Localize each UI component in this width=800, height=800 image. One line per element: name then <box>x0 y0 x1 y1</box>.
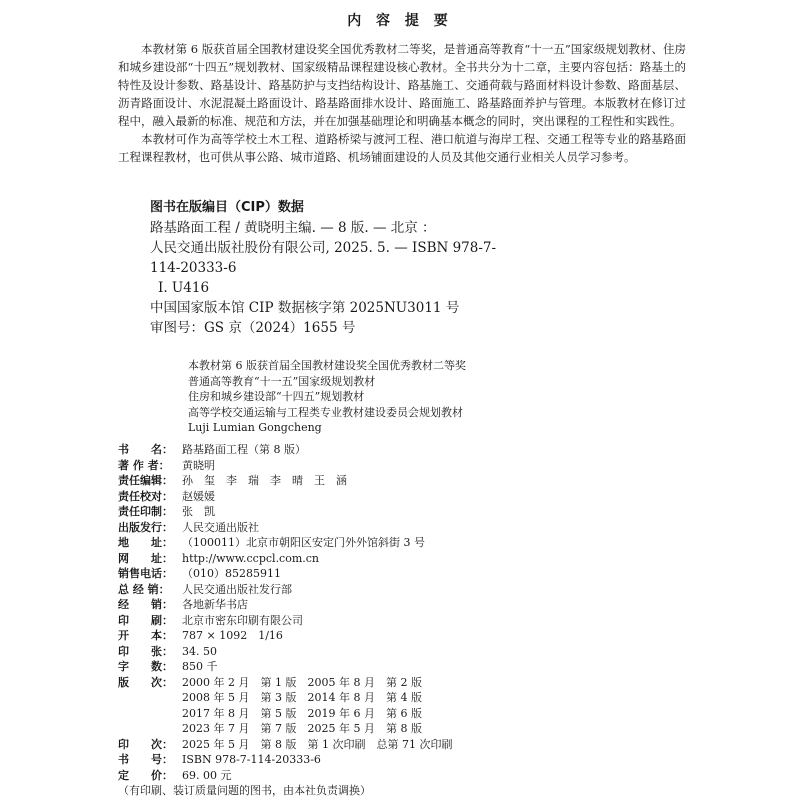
info-value: （010）85285911 <box>182 567 281 580</box>
awards-block <box>188 358 466 436</box>
info-value: 孙 玺 李 瑞 李 晴 王 涵 <box>182 474 347 487</box>
info-value: 黄晓明 <box>182 458 215 472</box>
info-value: 34. 50 <box>182 644 217 658</box>
info-label: 书 号： <box>118 753 173 766</box>
info-row-title <box>118 442 638 458</box>
info-value: 2017 年 8 月 第 5 版 2019 年 6 月 第 6 版 <box>182 706 422 720</box>
info-label: 定 价： <box>118 768 173 782</box>
info-row-distributor <box>118 582 638 598</box>
info-label: 销售电话： <box>118 567 173 580</box>
award-line: 普通高等教育“十一五”国家级规划教材 <box>188 374 376 388</box>
info-row-print-manager <box>118 504 638 520</box>
info-row-retailer <box>118 597 638 613</box>
publication-info <box>118 442 638 799</box>
info-label: 责任印制： <box>118 505 173 518</box>
info-row-format <box>118 628 638 644</box>
info-value: 人民交通出版社 <box>182 520 259 534</box>
info-row-address <box>118 535 638 551</box>
info-label: 网 址： <box>118 551 173 565</box>
cip-line: Ⅰ. U416 <box>158 280 210 296</box>
info-value: 2000 年 2 月 第 1 版 2005 年 8 月 第 2 版 <box>182 675 422 689</box>
info-value: ISBN 978-7-114-20333-6 <box>182 753 321 766</box>
info-label: 经 销： <box>118 598 173 611</box>
info-label: 版 次： <box>118 675 173 689</box>
cip-data-block <box>150 218 620 338</box>
info-label: 总 经 销： <box>118 582 170 596</box>
info-value: http://www.ccpcl.com.cn <box>182 551 320 565</box>
info-value: 北京市密东印刷有限公司 <box>182 613 303 627</box>
info-row-isbn <box>118 752 638 768</box>
info-row-website <box>118 551 638 567</box>
info-row-editions-cont <box>118 706 638 722</box>
info-value: 赵媛媛 <box>182 489 215 503</box>
page-title: 内 容 提 要 <box>347 13 453 29</box>
info-label: 印 次： <box>118 737 173 751</box>
info-label: 出版发行： <box>118 520 173 534</box>
info-row-sheets <box>118 644 638 660</box>
info-label: 字 数： <box>118 660 173 673</box>
cip-line: 中国国家版本馆 CIP 数据核字第 2025NU3011 号 <box>150 300 460 316</box>
info-value: 各地新华书店 <box>182 598 248 611</box>
info-row-publisher <box>118 520 638 536</box>
info-label: 书 名： <box>118 443 173 456</box>
info-label: 印 刷： <box>118 613 173 627</box>
info-label: 责任校对： <box>118 489 173 503</box>
content-summary <box>118 40 686 166</box>
info-label: 地 址： <box>118 536 173 549</box>
summary-paragraph-2: 本教材可作为高等学校土木工程、道路桥梁与渡河工程、港口航道与海岸工程、交通工程等专业的路基路面工程课程教材，也可供从事公路、城市道路、机场铺面建设的人员及其他交通行业相关人员学习参考。 <box>118 132 686 164</box>
info-row-author <box>118 458 638 474</box>
cip-line: 人民交通出版社股份有限公司, 2025. 5. — ISBN 978-7- <box>150 240 497 256</box>
info-row-price <box>118 768 638 784</box>
cip-line: 114-20333-6 <box>150 260 237 276</box>
info-label: 著 作 者： <box>118 458 170 472</box>
info-row-word-count <box>118 659 638 675</box>
award-line: 本教材第 6 版获首届全国教材建设奖全国优秀教材二等奖 <box>188 359 466 372</box>
info-row-proofreader <box>118 489 638 505</box>
info-value: 人民交通出版社发行部 <box>182 582 292 596</box>
award-line: 住房和城乡建设部“十四五”规划教材 <box>188 390 365 403</box>
info-row-sales-phone <box>118 566 638 582</box>
quality-notice: （有印刷、装订质量问题的图书，由本社负责调换） <box>118 784 371 797</box>
summary-paragraph-1: 本教材第 6 版获首届全国教材建设奖全国优秀教材二等奖，是普通高等教育“十一五”国家级规划教材、住房和城乡建设部“十四五”规划教材、国家级精品课程建设核心教材。全书共分为十二章，主要内容包括：路基土的特性及设计参数、路基设计、路基防护与支挡结构设计、路基施工、交通荷载与路面材料设计参数、路面基层、沥青路面设计、水泥混凝土路面设计、路基路面排水设计、路面施工、路基路面养护与管理。本版教材在修订过程中，融入最新的标准、规范和方法，并在加强基础理论和明确基本概念的同时，突出课程的工程性和实践性。 <box>118 42 686 128</box>
info-label: 责任编辑： <box>118 474 173 487</box>
award-line: 高等学校交通运输与工程类专业教材建设委员会规划教材 <box>188 405 463 419</box>
pinyin-title: Luji Lumian Gongcheng <box>188 421 322 434</box>
cip-line: 路基路面工程 / 黄晓明主编. — 8 版. — 北京 ： <box>150 220 436 236</box>
info-value: 路基路面工程（第 8 版） <box>182 443 306 456</box>
info-value: 2025 年 5 月 第 8 版 第 1 次印刷 总第 71 次印刷 <box>182 737 453 751</box>
info-value: 张 凯 <box>182 505 215 518</box>
info-value: 850 千 <box>182 660 218 673</box>
info-value: 2023 年 7 月 第 7 版 2025 年 5 月 第 8 版 <box>182 722 422 735</box>
info-row-printer <box>118 613 638 629</box>
info-value: （100011）北京市朝阳区安定门外外馆斜街 3 号 <box>182 536 425 549</box>
cip-line: 审图号：GS 京（2024）1655 号 <box>150 320 356 336</box>
info-value: 787 × 1092 1/16 <box>182 629 283 642</box>
info-row-editions-cont <box>118 721 638 737</box>
info-label: 开 本： <box>118 629 173 642</box>
cip-heading: 图书在版编目（CIP）数据 <box>150 200 304 215</box>
info-value: 69. 00 元 <box>182 768 232 782</box>
info-row-printings <box>118 737 638 753</box>
info-row-editions <box>118 675 638 691</box>
info-label: 印 张： <box>118 644 173 658</box>
info-row-editions-cont <box>118 690 638 706</box>
info-row-editors <box>118 473 638 489</box>
info-value: 2008 年 5 月 第 3 版 2014 年 8 月 第 4 版 <box>182 691 422 704</box>
